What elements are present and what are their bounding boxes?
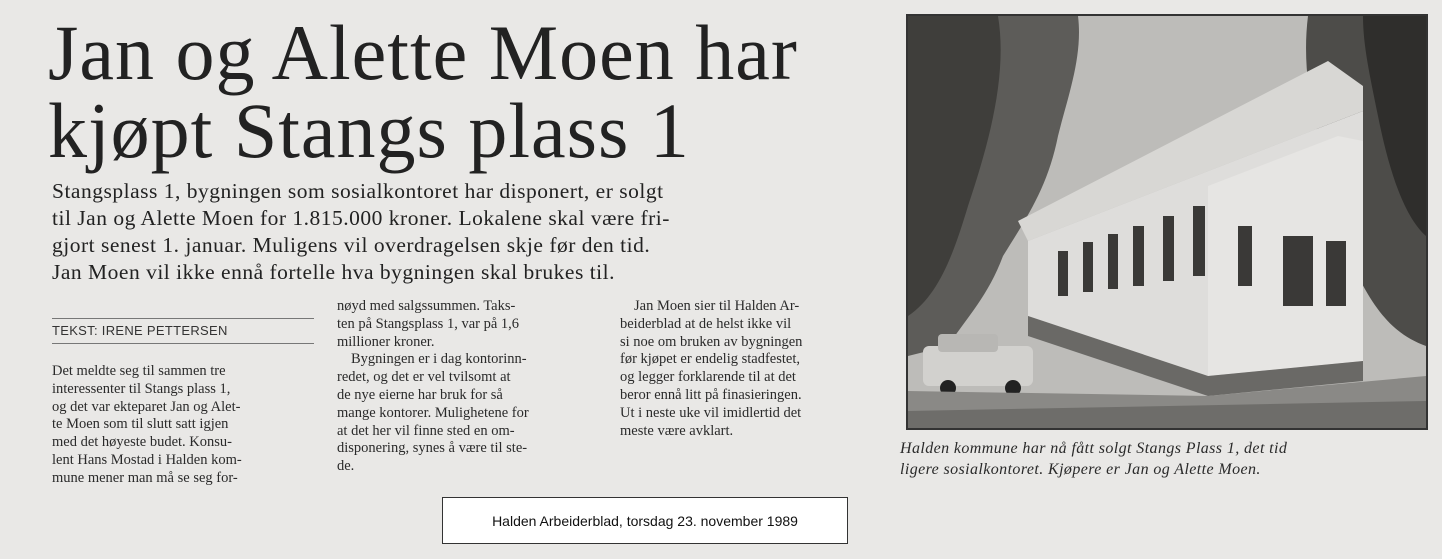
lead-paragraph xyxy=(52,178,888,286)
lead-line: Stangsplass 1, bygningen som sosialkontoret har disponert, er solgt xyxy=(52,179,664,203)
building-photo xyxy=(906,14,1428,430)
column-line: beiderblad at de helst ikke vil xyxy=(620,315,792,332)
headline-line-2: kjøpt Stangs plass 1 xyxy=(48,87,690,174)
article-column-1 xyxy=(52,363,320,488)
column-line: mange kontorer. Mulighetene for xyxy=(337,404,529,421)
headline xyxy=(48,9,908,174)
lead-line: til Jan og Alette Moen for 1.815.000 kroner. Lokalene skal være fri- xyxy=(52,206,670,230)
caption-line: Halden kommune har nå fått solgt Stangs Plass 1, det tid xyxy=(900,440,1288,457)
column-line: lent Hans Mostad i Halden kom- xyxy=(52,451,242,468)
column-line: meste være avklart. xyxy=(620,422,734,439)
column-line: mune mener man må se seg for- xyxy=(52,469,238,486)
column-line: Ut i neste uke vil imidlertid det xyxy=(620,404,802,421)
column-line: disponering, synes å være til ste- xyxy=(337,440,528,457)
building-photo-illustration xyxy=(908,16,1426,428)
column-line: med det høyeste budet. Konsu- xyxy=(52,434,233,451)
column-line: redet, og det er vel tvilsomt at xyxy=(337,369,511,386)
column-line: millioner kroner. xyxy=(337,333,435,350)
caption-line: ligere sosialkontoret. Kjøpere er Jan og Alette Moen. xyxy=(900,461,1261,478)
column-line: de. xyxy=(337,458,355,475)
column-line: de nye eierne har bruk for så xyxy=(337,386,503,403)
column-line: nøyd med salgssummen. Taks- xyxy=(337,298,516,314)
article-column-3 xyxy=(620,298,890,440)
column-line: og legger forklarende til at det xyxy=(620,369,796,386)
photo-caption xyxy=(900,438,1440,480)
headline-line-1: Jan og Alette Moen har xyxy=(48,9,798,96)
column-line: beror ennå litt på finasieringen. xyxy=(620,386,802,403)
lead-line: Jan Moen vil ikke ennå fortelle hva bygningen skal brukes til. xyxy=(52,260,615,284)
column-line: før kjøpet er endelig stadfestet, xyxy=(620,351,800,368)
column-line: ten på Stangsplass 1, var på 1,6 xyxy=(337,315,520,332)
article-column-2 xyxy=(337,298,607,476)
column-line: si noe om bruken av bygningen xyxy=(620,333,803,350)
source-label: Halden Arbeiderblad, torsdag 23. november 1989 xyxy=(442,497,848,544)
lead-line: gjort senest 1. januar. Muligens vil overdragelsen skje før den tid. xyxy=(52,233,651,257)
column-line: Jan Moen sier til Halden Ar- xyxy=(634,298,800,314)
column-line: at det her vil finne sted en om- xyxy=(337,422,515,439)
column-line: Det meldte seg til sammen tre xyxy=(52,363,226,379)
column-line: interessenter til Stangs plass 1, xyxy=(52,380,231,397)
column-line: og det var ekteparet Jan og Alet- xyxy=(52,398,241,415)
column-line: Bygningen er i dag kontorinn- xyxy=(351,351,527,368)
column-line: te Moen som til slutt satt igjen xyxy=(52,416,229,433)
byline: TEKST: IRENE PETTERSEN xyxy=(52,318,314,344)
